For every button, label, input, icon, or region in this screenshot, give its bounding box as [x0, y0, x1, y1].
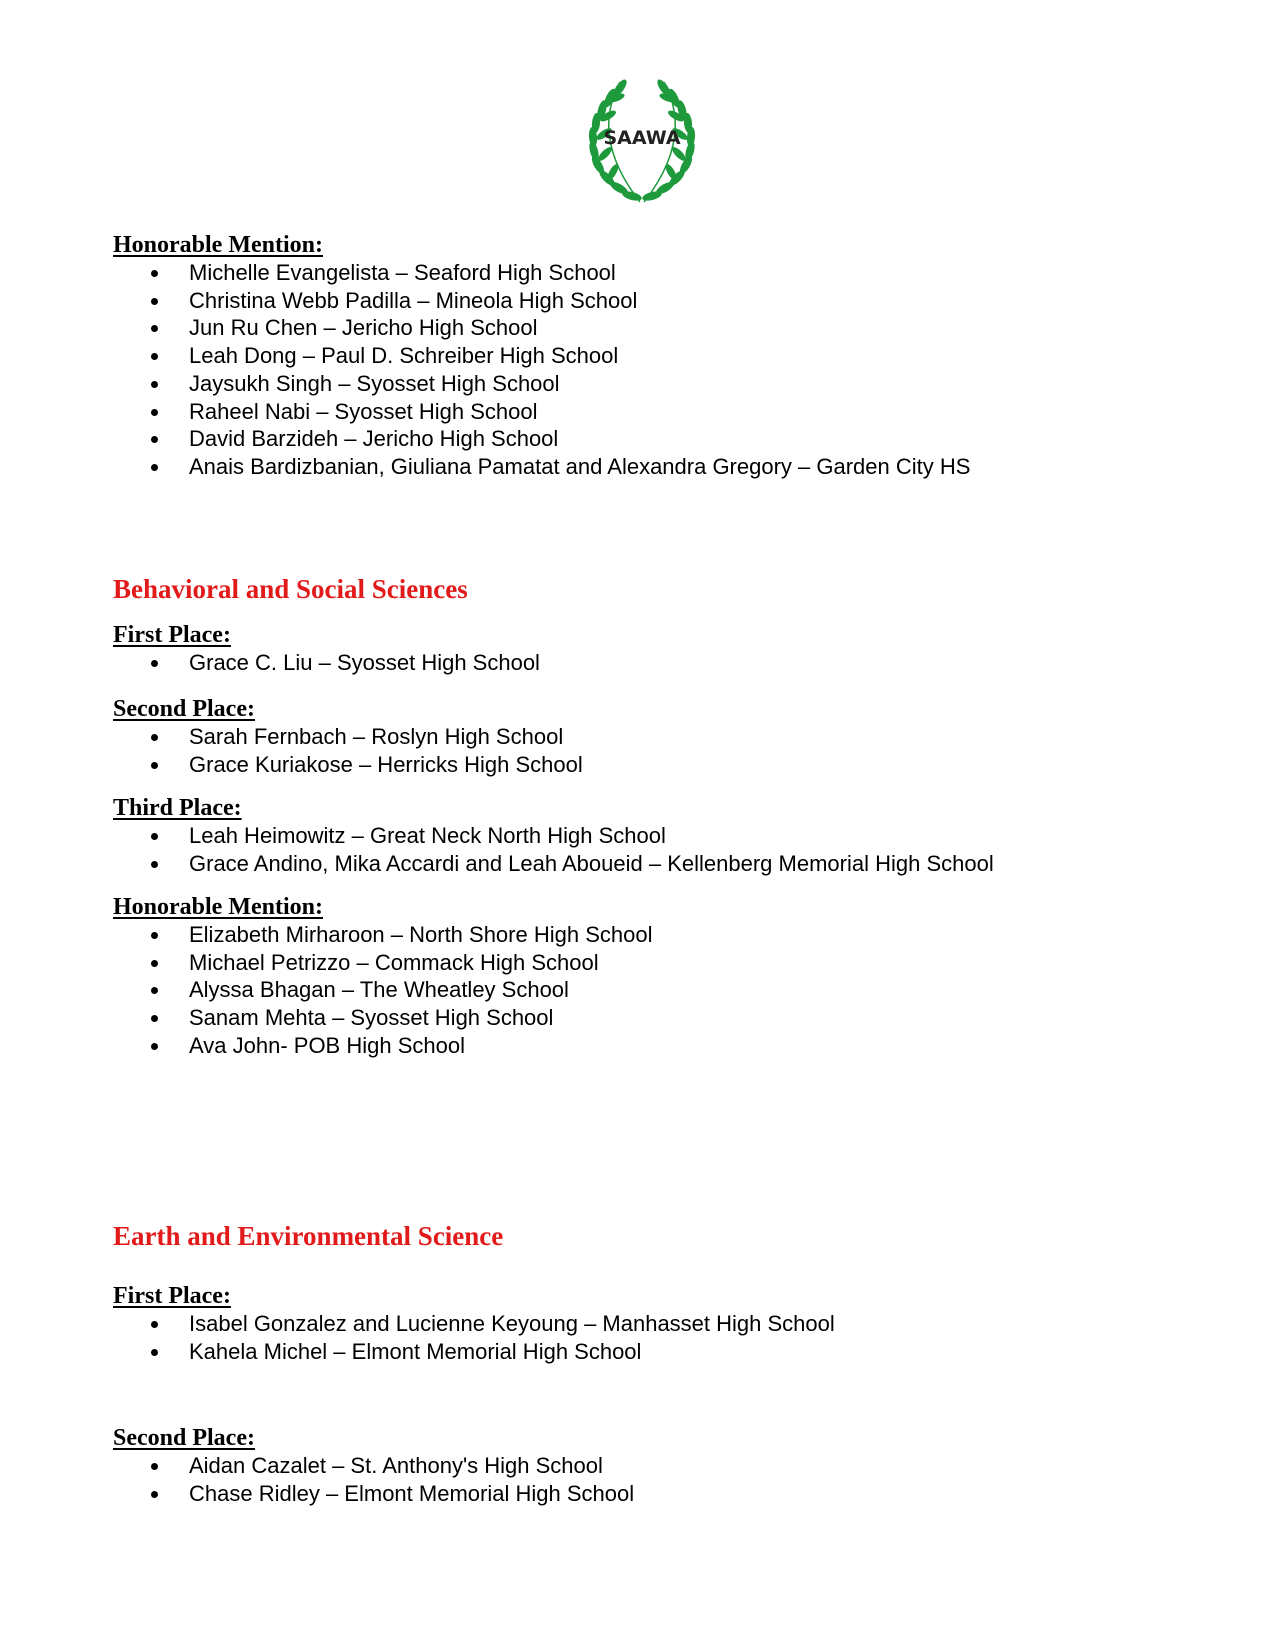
- list-item: Isabel Gonzalez and Lucienne Keyoung – Manhasset High School: [113, 1310, 835, 1338]
- list-item: Sanam Mehta – Syosset High School: [113, 1004, 652, 1032]
- bullet-icon: [151, 325, 158, 332]
- list-item: David Barzideh – Jericho High School: [113, 425, 970, 453]
- group-second-place: [113, 1424, 634, 1507]
- bullet-icon: [151, 734, 158, 741]
- award-list: [113, 921, 652, 1060]
- group-third-place: [113, 794, 994, 877]
- list-item: Ava John- POB High School: [113, 1032, 652, 1060]
- list-item: Michelle Evangelista – Seaford High School: [113, 259, 970, 287]
- bullet-icon: [151, 436, 158, 443]
- svg-text:SAAWA: SAAWA: [603, 127, 681, 149]
- list-item: Sarah Fernbach – Roslyn High School: [113, 723, 583, 751]
- list-item: Jaysukh Singh – Syosset High School: [113, 370, 970, 398]
- category-title: Earth and Environmental Science: [113, 1221, 504, 1251]
- group-label-first-place: First Place:: [113, 1283, 231, 1309]
- bullet-icon: [151, 762, 158, 769]
- group-first-place: [113, 621, 540, 677]
- list-item: Leah Dong – Paul D. Schreiber High School: [113, 342, 970, 370]
- bullet-icon: [151, 1491, 158, 1498]
- bullet-icon: [151, 270, 158, 277]
- saawa-logo: [576, 78, 708, 210]
- list-item: Alyssa Bhagan – The Wheatley School: [113, 976, 652, 1004]
- bullet-icon: [151, 1349, 158, 1356]
- bullet-icon: [151, 1463, 158, 1470]
- group-label-honorable-mention: Honorable Mention:: [113, 232, 323, 258]
- bullet-icon: [151, 660, 158, 667]
- award-list: [113, 259, 970, 481]
- award-list: [113, 723, 583, 778]
- bullet-icon: [151, 1043, 158, 1050]
- bullet-icon: [151, 353, 158, 360]
- bullet-icon: [151, 960, 158, 967]
- award-list: [113, 1310, 835, 1365]
- list-item: Elizabeth Mirharoon – North Shore High School: [113, 921, 652, 949]
- bullet-icon: [151, 298, 158, 305]
- list-item: Aidan Cazalet – St. Anthony's High School: [113, 1452, 634, 1480]
- award-list: [113, 649, 540, 677]
- bullet-icon: [151, 833, 158, 840]
- group-label-second-place: Second Place:: [113, 1425, 255, 1451]
- bullet-icon: [151, 409, 158, 416]
- bullet-icon: [151, 1321, 158, 1328]
- list-item: Kahela Michel – Elmont Memorial High School: [113, 1338, 835, 1366]
- list-item: Michael Petrizzo – Commack High School: [113, 949, 652, 977]
- list-item: Jun Ru Chen – Jericho High School: [113, 314, 970, 342]
- bullet-icon: [151, 381, 158, 388]
- list-item: Anais Bardizbanian, Giuliana Pamatat and Alexandra Gregory – Garden City HS: [113, 453, 970, 481]
- group-honorable-mention: [113, 893, 652, 1060]
- list-item: Christina Webb Padilla – Mineola High School: [113, 287, 970, 315]
- bullet-icon: [151, 861, 158, 868]
- list-item: Chase Ridley – Elmont Memorial High School: [113, 1480, 634, 1508]
- section-continued: [113, 231, 970, 481]
- category-title: Behavioral and Social Sciences: [113, 574, 468, 604]
- group-label-first-place: First Place:: [113, 622, 231, 648]
- list-item: Raheel Nabi – Syosset High School: [113, 398, 970, 426]
- list-item: Leah Heimowitz – Great Neck North High School: [113, 822, 994, 850]
- group-label-second-place: Second Place:: [113, 696, 255, 722]
- bullet-icon: [151, 987, 158, 994]
- bullet-icon: [151, 1015, 158, 1022]
- group-first-place: [113, 1282, 835, 1365]
- list-item: Grace C. Liu – Syosset High School: [113, 649, 540, 677]
- category-heading-behavioral: [113, 573, 468, 605]
- award-list: [113, 1452, 634, 1507]
- group-label-third-place: Third Place:: [113, 795, 242, 821]
- list-item: Grace Andino, Mika Accardi and Leah Aboueid – Kellenberg Memorial High School: [113, 850, 994, 878]
- award-list: [113, 822, 994, 877]
- group-label-honorable-mention: Honorable Mention:: [113, 894, 323, 920]
- list-item: Grace Kuriakose – Herricks High School: [113, 751, 583, 779]
- bullet-icon: [151, 464, 158, 471]
- group-second-place: [113, 695, 583, 778]
- category-heading-earth: [113, 1220, 503, 1252]
- bullet-icon: [151, 932, 158, 939]
- laurel-wreath-icon: [576, 78, 708, 210]
